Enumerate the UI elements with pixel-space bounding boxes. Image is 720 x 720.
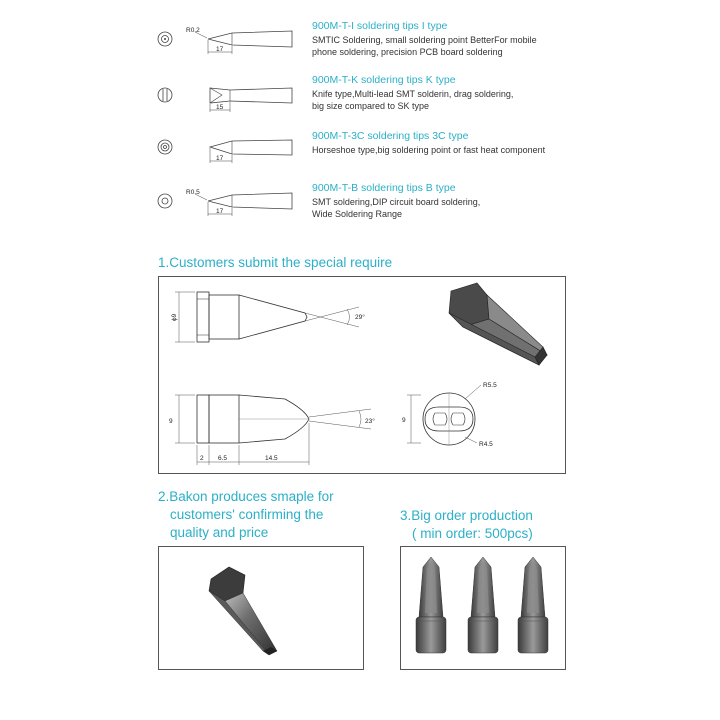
cad-end-height: 9 xyxy=(402,417,406,424)
tip-b-length: 17 xyxy=(216,208,224,215)
production-photo-box xyxy=(400,546,566,670)
tip-b-text xyxy=(312,182,592,220)
cad-drawing-box xyxy=(158,276,566,474)
cad-side-view-top xyxy=(171,292,365,342)
step3-title xyxy=(400,507,533,543)
tip-row-3c xyxy=(150,130,590,180)
tip-k-drawing xyxy=(150,74,300,122)
tip-i-length: 17 xyxy=(216,46,224,53)
tip-i-radius: R0.2 xyxy=(186,27,200,34)
production-tip-1 xyxy=(416,557,446,653)
cad-height-label: 9 xyxy=(169,418,173,425)
production-tip-2 xyxy=(468,557,498,653)
cad-r-inner: R4.5 xyxy=(479,441,493,448)
cad-angle-top: 29° xyxy=(355,314,365,321)
tip-i-desc-1: SMTIC Soldering, small soldering point BetterFor mobile xyxy=(312,35,537,45)
cad-3d-view xyxy=(449,283,547,365)
tip-b-desc-2: Wide Soldering Range xyxy=(312,208,403,219)
step3-title-line-2: ( min order: 500pcs) xyxy=(412,526,533,541)
sample-photo-box xyxy=(158,546,364,670)
step2-title-line-1: 2.Bakon produces smaple for xyxy=(158,489,334,504)
cad-dim-2: 6.5 xyxy=(218,455,228,462)
cad-diameter-label: ϕ9 xyxy=(171,313,178,321)
step2-title xyxy=(158,488,334,542)
tip-row-b xyxy=(150,182,590,232)
tip-i-title: 900M-T-I soldering tips I type xyxy=(312,20,448,32)
step1-title: 1.Customers submit the special require xyxy=(158,255,393,270)
tip-k-desc-1: Knife type,Multi-lead SMT solderin, drag soldering, xyxy=(312,89,514,99)
tip-k-title: 900M-T-K soldering tips K type xyxy=(312,74,456,86)
tip-row-i xyxy=(150,20,590,70)
cad-end-view xyxy=(402,382,497,448)
tip-3c-text xyxy=(312,130,592,157)
tip-b-drawing xyxy=(150,182,300,230)
tip-3c-title: 900M-T-3C soldering tips 3C type xyxy=(312,130,469,142)
cad-r-outer: R5.5 xyxy=(483,382,497,389)
tip-b-title: 900M-T-B soldering tips B type xyxy=(312,182,456,194)
tip-3c-drawing xyxy=(150,130,300,178)
tip-k-desc-2: big size compared to SK type xyxy=(312,100,430,111)
cad-dim-3: 14.5 xyxy=(265,455,278,462)
tip-3c-desc-1: Horseshoe type,big soldering point or fast heat component xyxy=(312,145,546,155)
tip-b-radius: R0.5 xyxy=(186,189,200,196)
step3-title-line-1: 3.Big order production xyxy=(400,508,533,523)
tip-b-desc-1: SMT soldering,DIP circuit board soldering, xyxy=(312,197,481,207)
production-photo xyxy=(401,547,565,669)
tip-3c-length: 17 xyxy=(216,155,224,162)
step2-title-line-3: quality and price xyxy=(170,525,269,540)
cad-side-view-bottom xyxy=(169,395,375,465)
cad-angle-bottom: 23° xyxy=(365,418,375,425)
cad-dim-1: 2 xyxy=(200,455,204,462)
production-tip-3 xyxy=(518,557,548,653)
tip-i-text xyxy=(312,20,592,58)
tip-i-desc-2: phone soldering, precision PCB board soldering xyxy=(312,46,503,57)
tip-k-text xyxy=(312,74,592,112)
cad-drawing xyxy=(159,277,565,473)
tip-i-drawing xyxy=(150,20,300,68)
sample-photo xyxy=(159,547,363,669)
tip-row-k xyxy=(150,74,590,124)
tip-k-length: 15 xyxy=(216,104,224,111)
step2-title-line-2: customers' confirming the xyxy=(170,507,324,522)
